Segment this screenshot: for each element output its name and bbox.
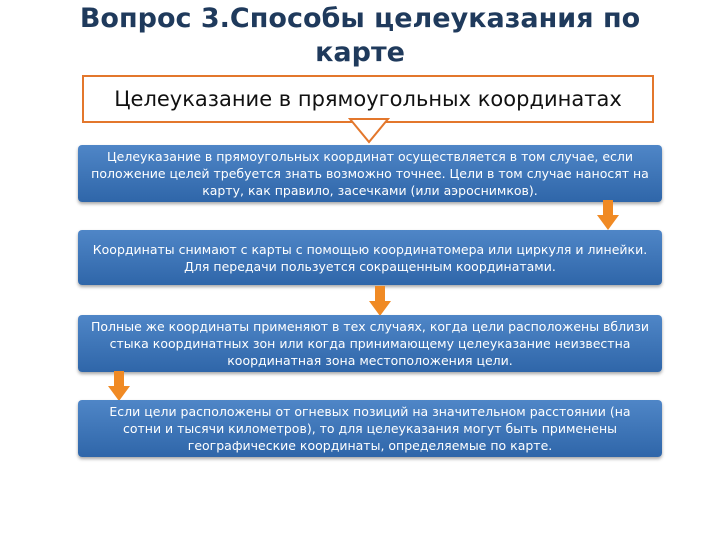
info-box-4-text: Если цели расположены от огневых позиций на значительном расстоянии (на сотни и тысячи километров), то для целеуказания могут быть применены географические координаты, определяемые по карте.: [109, 404, 631, 453]
info-box-2-text: Координаты снимают с карты с помощью координатомера или циркуля и линейки. Для передачи пользуется сокращенным координатами.: [92, 241, 648, 274]
info-box-2: [78, 230, 662, 285]
section-header: [82, 75, 654, 123]
header-down-arrow-icon: [348, 118, 390, 144]
section-header-label: Целеуказание в прямоугольных координатах: [114, 87, 622, 111]
info-box-3: [78, 315, 662, 372]
info-box-1: [78, 145, 662, 202]
down-arrow-icon: [369, 286, 391, 316]
down-arrow-icon: [597, 200, 619, 230]
info-box-4: [78, 400, 662, 457]
info-box-3-text: Полные же координаты применяют в тех случаях, когда цели расположены вблизи стыка координатных зон или когда принимающему целеуказание неизвестна координатная зона местоположения цели.: [90, 319, 650, 368]
slide-title: Вопрос 3.Способы целеуказания по карте: [79, 3, 641, 68]
down-arrow-icon: [108, 371, 130, 401]
info-box-1-text: Целеуказание в прямоугольных координат осуществляется в том случае, если положение целей требуется знать возможно точнее. Цели в том случае наносят на карту, как правило, засечками (или аэроснимков).: [91, 149, 649, 198]
